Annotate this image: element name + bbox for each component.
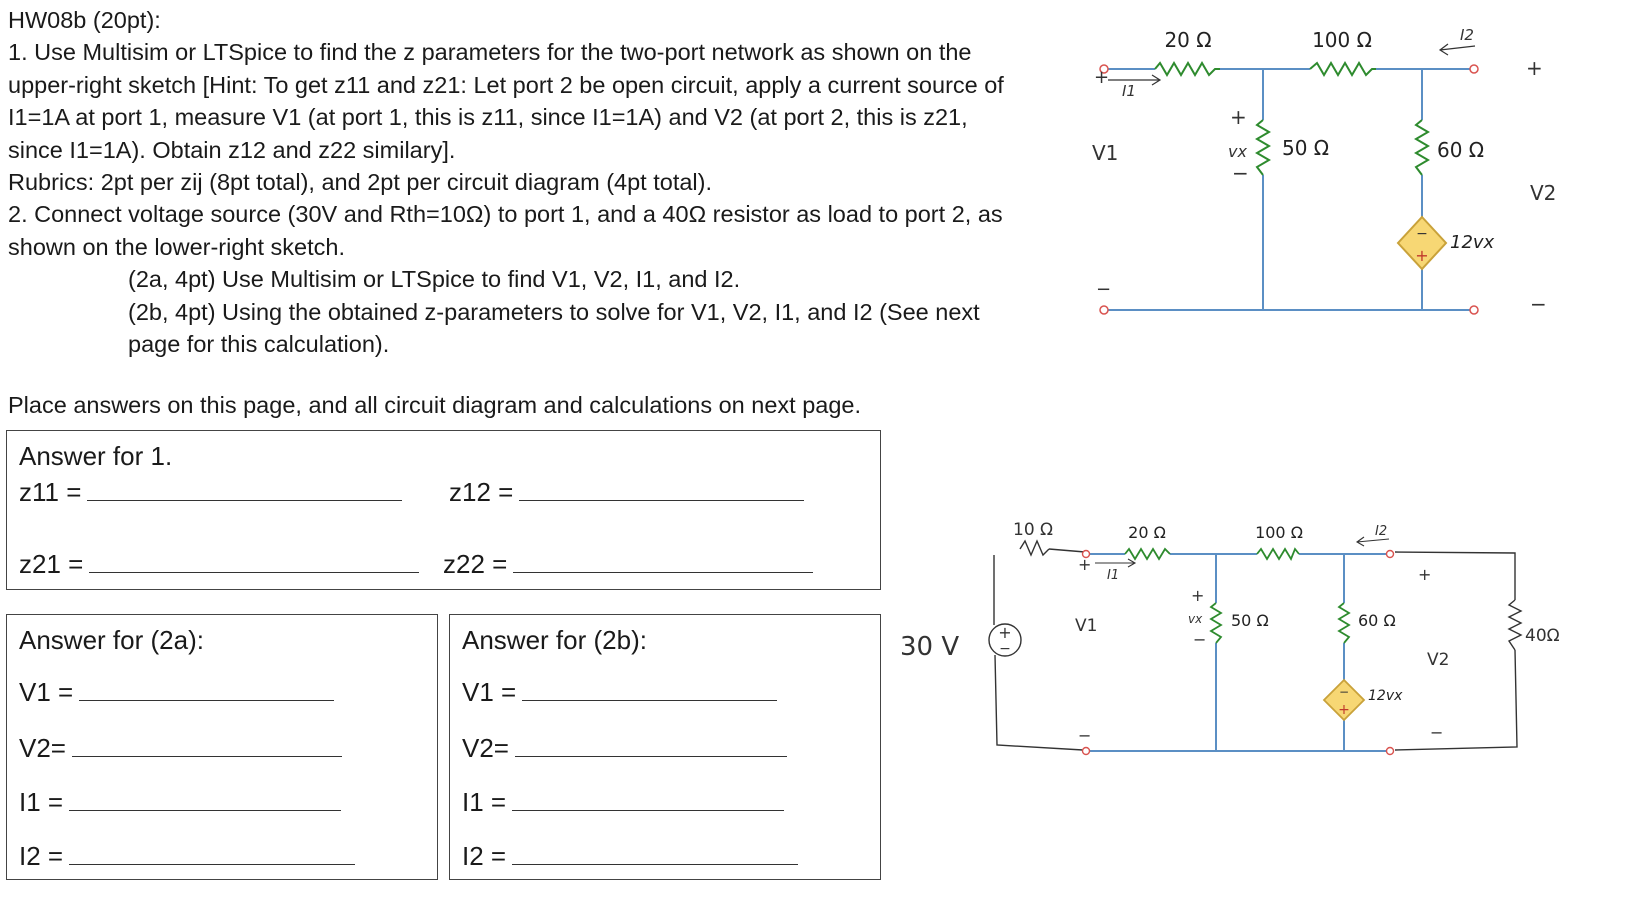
- label-10-ohm: 10 Ω: [1013, 520, 1054, 540]
- question-1: 1. Use Multisim or LTSpice to find the z parameters for the two-port network as shown on the upper-right sketch [Hint: To get z11 and z21: Let port 2 be open circuit, apply a current source of I1=1A at port 1, measure V1 (at port 1, this is z11, since I1=1A) and V2 (at port 2, this is z21, since I1=1A). Obtain z12 and z22 similary].: [8, 39, 1004, 163]
- resistor-60-ohm-bottom-icon: [1339, 603, 1349, 643]
- resistor-100-ohm-bottom-icon: [1257, 549, 1299, 559]
- label-i2: I2: [1460, 26, 1474, 44]
- resistor-10-ohm-icon: [1020, 541, 1049, 555]
- port-terminal-bottom-icons: [1083, 551, 1394, 755]
- resistor-40-ohm-icon: [1509, 600, 1521, 650]
- z22-field: [443, 549, 813, 580]
- question-2a: (2a, 4pt) Use Multisim or LTSpice to find V1, V2, I1, and I2.: [128, 266, 741, 293]
- resistor-50-ohm-icon: [1257, 120, 1269, 175]
- answer-2a-box: [6, 614, 438, 880]
- label-20-ohm: 20 Ω: [1164, 28, 1212, 52]
- z22-blank[interactable]: [513, 550, 813, 573]
- answer-2a-header: Answer for (2a):: [19, 625, 204, 655]
- v1-2a-field: [19, 677, 334, 708]
- i1-2b-field: [462, 787, 784, 818]
- v1-2a-label: V1 =: [19, 677, 74, 707]
- source-plus-sign: +: [998, 623, 1012, 642]
- z12-field: [449, 477, 804, 508]
- vx-minus-sign-bottom: −: [1193, 630, 1207, 649]
- v2-minus-sign-bottom: −: [1430, 723, 1444, 742]
- i1-2b-label: I1 =: [462, 787, 507, 817]
- v1-plus-sign: +: [1094, 67, 1110, 88]
- two-port-circuit-diagram: [1080, 20, 1570, 330]
- rubric: Rubrics: 2pt per zij (8pt total), and 2pt per circuit diagram (4pt total).: [8, 169, 713, 196]
- v1-minus-sign-bottom: −: [1078, 726, 1092, 745]
- resistor-60-ohm-icon: [1416, 120, 1428, 175]
- svg-text:+: +: [1338, 702, 1350, 718]
- resistor-100-ohm-icon: [1310, 63, 1376, 75]
- current-arrow-i2-icon: [1440, 44, 1475, 55]
- label-dependent-source-bottom: 12vx: [1368, 688, 1403, 704]
- label-i1-bottom: I1: [1107, 568, 1120, 583]
- v1-2a-blank[interactable]: [79, 678, 334, 701]
- label-vx-bottom: vx: [1188, 612, 1203, 626]
- label-50-ohm-bottom: 50 Ω: [1231, 611, 1269, 630]
- label-i1: I1: [1122, 82, 1136, 100]
- z21-field: [19, 549, 419, 580]
- i1-2b-blank[interactable]: [512, 788, 784, 811]
- v2-2b-blank[interactable]: [515, 734, 787, 757]
- svg-text:−: −: [1416, 226, 1428, 242]
- i1-2a-blank[interactable]: [69, 788, 341, 811]
- loaded-circuit-diagram: [895, 505, 1640, 765]
- svg-text:+: +: [1415, 246, 1429, 265]
- vx-plus-sign-bottom: +: [1191, 586, 1205, 605]
- source-minus-sign: −: [999, 641, 1011, 657]
- v2-2a-field: [19, 733, 342, 764]
- current-arrow-i1-bottom-icon: [1095, 559, 1135, 567]
- label-v2: V2: [1530, 181, 1557, 205]
- i2-2b-label: I2 =: [462, 841, 507, 871]
- i2-2a-field: [19, 841, 355, 872]
- resistor-20-ohm-icon: [1155, 63, 1220, 75]
- dependent-source-icon: [1398, 217, 1446, 269]
- z22-label: z22 =: [443, 549, 508, 579]
- v2-2a-label: V2=: [19, 733, 66, 763]
- i2-2b-blank[interactable]: [512, 842, 798, 865]
- page-title: HW08b (20pt):: [8, 7, 161, 33]
- z11-field: [19, 477, 402, 508]
- label-v1-bottom: V1: [1075, 616, 1098, 636]
- label-100-ohm: 100 Ω: [1312, 28, 1372, 52]
- v1-2b-blank[interactable]: [522, 678, 777, 701]
- v2-minus-sign: −: [1530, 292, 1547, 316]
- label-60-ohm-bottom: 60 Ω: [1358, 611, 1396, 630]
- z12-label: z12 =: [449, 477, 514, 507]
- v1-2b-field: [462, 677, 777, 708]
- answer-2b-box: [449, 614, 881, 880]
- label-100-ohm-bottom: 100 Ω: [1255, 523, 1303, 542]
- hand-drawn-wires: [994, 541, 1521, 750]
- answer-2b-header: Answer for (2b):: [462, 625, 647, 655]
- svg-text:−: −: [1338, 685, 1350, 699]
- label-30v-source: 30 V: [900, 632, 960, 662]
- i1-2a-label: I1 =: [19, 787, 64, 817]
- z21-label: z21 =: [19, 549, 84, 579]
- i2-2a-blank[interactable]: [69, 842, 355, 865]
- v2-2b-label: V2=: [462, 733, 509, 763]
- label-50-ohm: 50 Ω: [1282, 136, 1330, 160]
- answer-instructions: Place answers on this page, and all circuit diagram and calculations on next page.: [8, 392, 862, 418]
- label-v2-bottom: V2: [1427, 650, 1450, 670]
- v1-plus-sign-bottom: +: [1078, 555, 1092, 574]
- resistor-20-ohm-bottom-icon: [1125, 549, 1170, 559]
- i1-2a-field: [19, 787, 341, 818]
- v2-plus-sign: +: [1526, 56, 1543, 80]
- label-vx: vx: [1228, 142, 1247, 161]
- z12-blank[interactable]: [519, 478, 804, 501]
- label-60-ohm: 60 Ω: [1437, 138, 1485, 162]
- vx-plus-sign: +: [1230, 105, 1247, 129]
- question-2b: (2b, 4pt) Using the obtained z-parameters to solve for V1, V2, I1, and I2 (See next page for this calculation).: [128, 298, 980, 358]
- v2-2b-field: [462, 733, 787, 764]
- label-i2-bottom: I2: [1375, 524, 1388, 539]
- label-40-ohm-load: 40Ω: [1525, 626, 1560, 646]
- answer-1-header: Answer for 1.: [19, 441, 173, 471]
- question-2: 2. Connect voltage source (30V and Rth=10Ω) to port 1, and a 40Ω resistor as load to port 2, as shown on the lower-right sketch.: [8, 201, 1003, 260]
- v1-2b-label: V1 =: [462, 677, 517, 707]
- assignment-instructions: [8, 4, 1028, 360]
- z11-label: z11 =: [19, 477, 82, 507]
- z21-blank[interactable]: [89, 550, 419, 573]
- vx-minus-sign: −: [1232, 161, 1249, 185]
- label-dependent-source: 12vx: [1450, 232, 1495, 253]
- answer-1-box: [6, 430, 881, 590]
- i2-2a-label: I2 =: [19, 841, 64, 871]
- v1-minus-sign: −: [1096, 279, 1112, 300]
- v2-plus-sign-bottom: +: [1418, 565, 1432, 584]
- resistor-50-ohm-bottom-icon: [1211, 603, 1221, 643]
- v2-2a-blank[interactable]: [72, 734, 342, 757]
- label-v1: V1: [1092, 141, 1119, 165]
- i2-2b-field: [462, 841, 798, 872]
- dependent-source-bottom-icon: [1324, 680, 1364, 720]
- z11-blank[interactable]: [87, 478, 402, 501]
- label-20-ohm-bottom: 20 Ω: [1128, 523, 1166, 542]
